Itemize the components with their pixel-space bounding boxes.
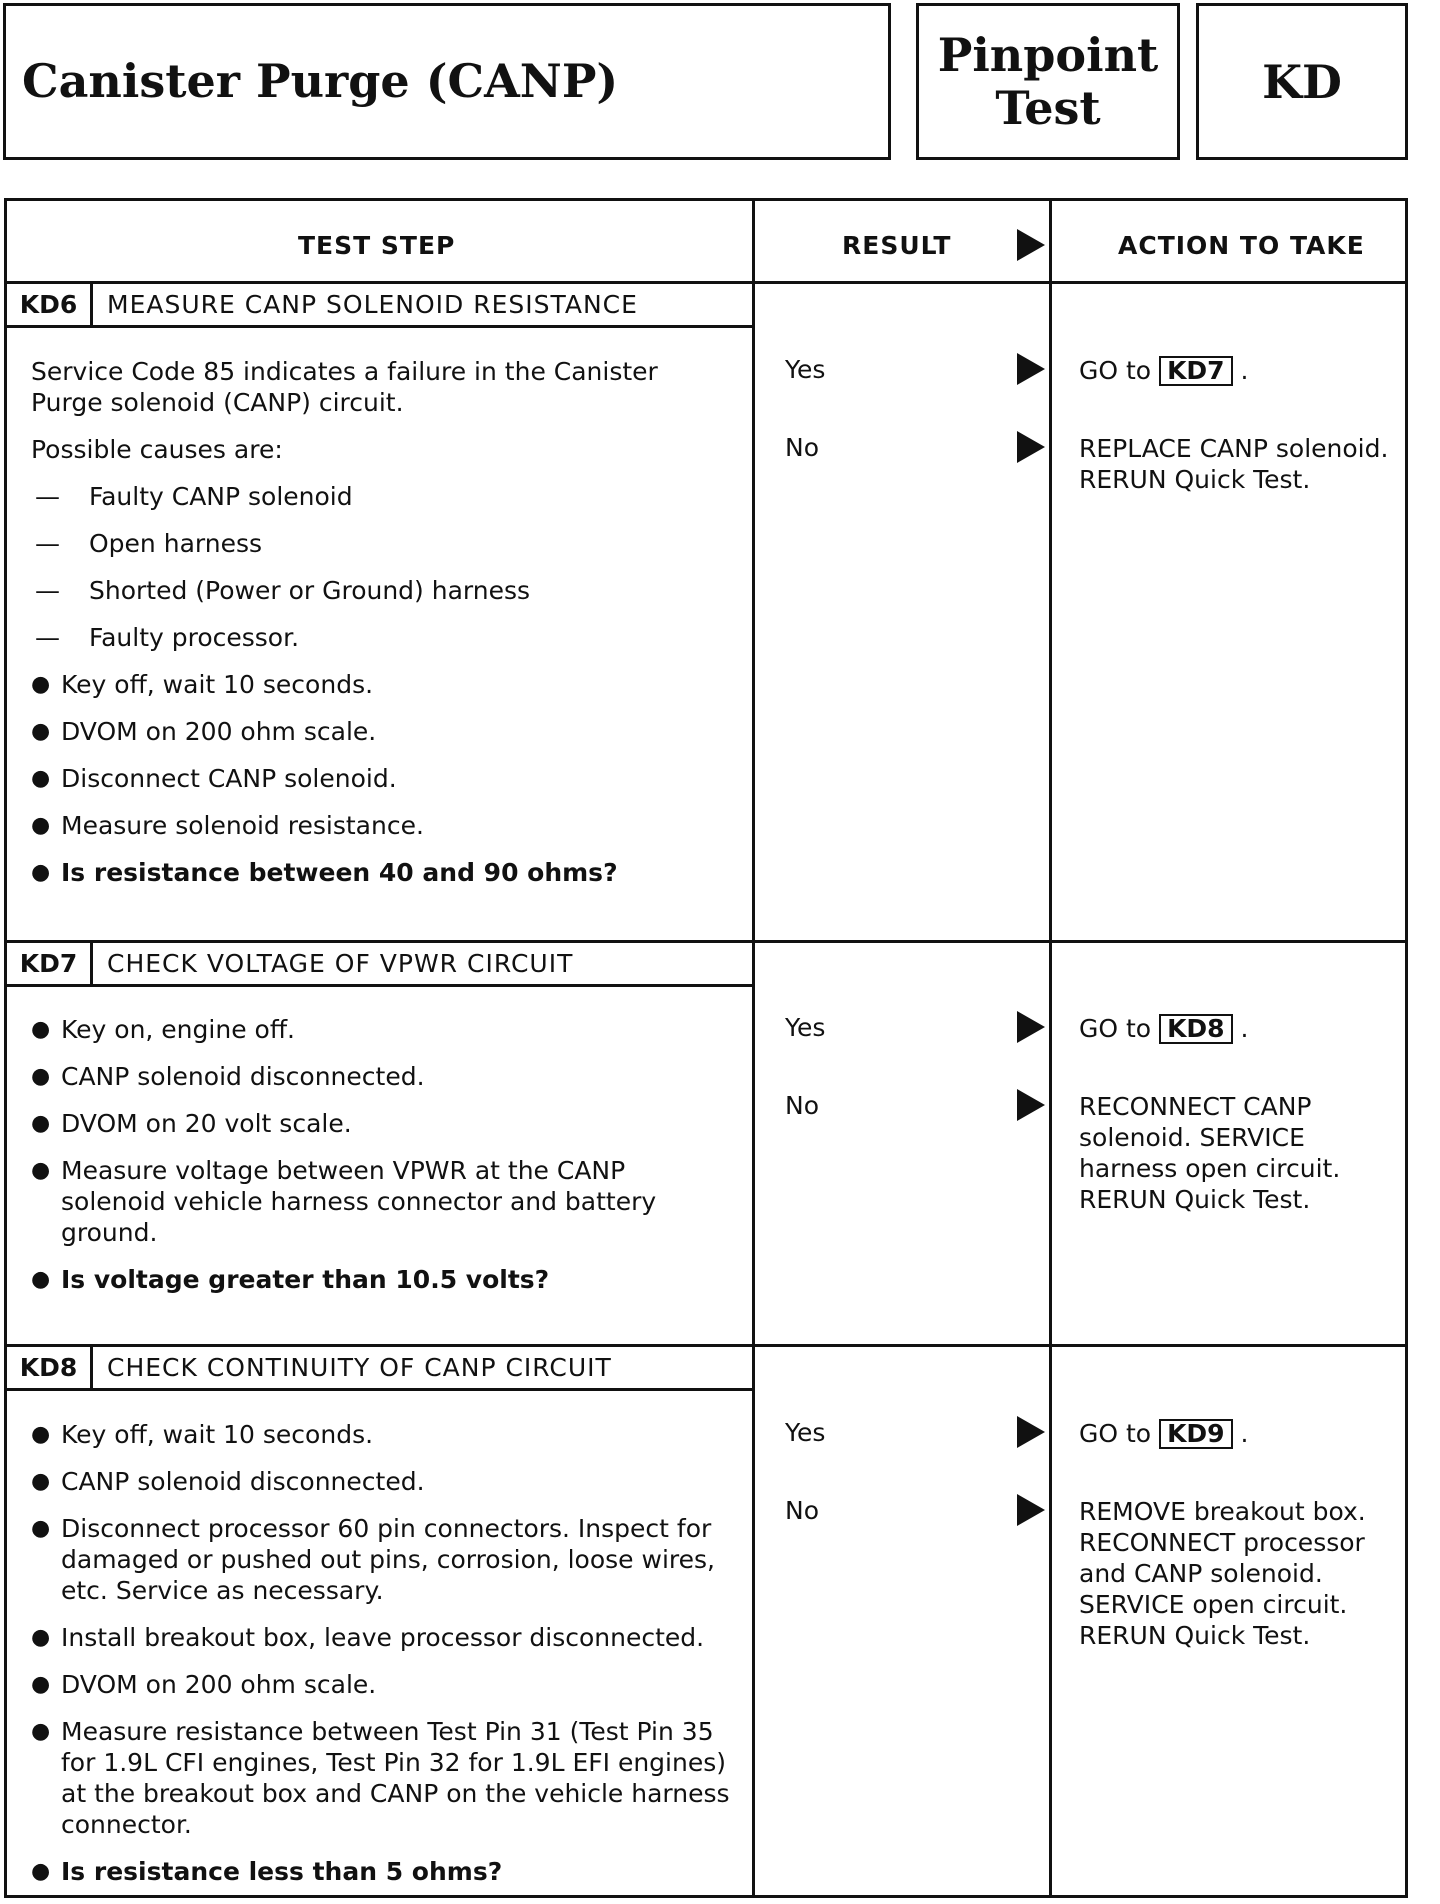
step-title: CHECK VOLTAGE OF VPWR CIRCUIT xyxy=(107,949,574,978)
test-label: Test xyxy=(995,80,1101,135)
step-id: KD7 xyxy=(7,943,93,984)
list-item: ● DVOM on 200 ohm scale. xyxy=(31,1670,377,1699)
step-header-kd8 xyxy=(7,1347,752,1391)
result-no: No xyxy=(785,1496,819,1525)
step-reference: KD7 xyxy=(1159,356,1233,386)
test-code: KD xyxy=(1262,54,1342,109)
column-divider xyxy=(752,201,755,1895)
arrow-right-icon xyxy=(1017,1494,1045,1526)
test-code-box xyxy=(1196,3,1408,160)
list-item: — Open harness xyxy=(35,529,262,558)
result-yes: Yes xyxy=(785,355,826,384)
list-item: ● Key off, wait 10 seconds. xyxy=(31,1420,374,1449)
action-no: REMOVE breakout box. RECONNECT processor and CANP solenoid. SERVICE open circuit. RERUN Quick Test. xyxy=(1079,1497,1366,1650)
list-item: ● Key off, wait 10 seconds. xyxy=(31,670,374,699)
column-divider xyxy=(1049,201,1052,1895)
arrow-right-icon xyxy=(1017,431,1045,463)
test-table xyxy=(4,198,1408,1898)
causes-label: Possible causes are: xyxy=(31,435,283,464)
result-no: No xyxy=(785,1091,819,1120)
list-item: ● Key on, engine off. xyxy=(31,1015,295,1044)
list-item: ● Disconnect processor 60 pin connectors. Inspect for damaged or pushed out pins, corrosion, loose wires, etc. Service as necessary. xyxy=(31,1514,715,1605)
list-item: ● CANP solenoid disconnected. xyxy=(31,1467,425,1496)
step-header-kd6 xyxy=(7,284,752,328)
list-item: ● Install breakout box, leave processor disconnected. xyxy=(31,1623,705,1652)
result-yes: Yes xyxy=(785,1418,826,1447)
header-test-step: TEST STEP xyxy=(298,231,456,260)
step-header-kd7 xyxy=(7,943,752,987)
arrow-right-icon xyxy=(1017,1416,1045,1448)
step-body-kd8 xyxy=(31,1419,737,1903)
list-item: — Shorted (Power or Ground) harness xyxy=(35,576,531,605)
arrow-right-icon xyxy=(1017,229,1045,261)
header-action: ACTION TO TAKE xyxy=(1118,231,1365,260)
arrow-right-icon xyxy=(1017,353,1045,385)
list-item: ● DVOM on 200 ohm scale. xyxy=(31,717,377,746)
title-box xyxy=(3,3,891,160)
list-item: ● CANP solenoid disconnected. xyxy=(31,1062,425,1091)
step-reference: KD8 xyxy=(1159,1014,1233,1044)
list-item: — Faulty CANP solenoid xyxy=(35,482,353,511)
list-item: ● DVOM on 20 volt scale. xyxy=(31,1109,352,1138)
step-id: KD6 xyxy=(7,284,93,325)
result-yes: Yes xyxy=(785,1013,826,1042)
list-item: ● Measure solenoid resistance. xyxy=(31,811,424,840)
arrow-right-icon xyxy=(1017,1089,1045,1121)
action-yes: GO to KD9 . xyxy=(1079,1419,1249,1448)
step-question: ● Is resistance between 40 and 90 ohms? xyxy=(31,858,618,887)
step-body-kd6 xyxy=(31,356,737,904)
list-item: ● Measure voltage between VPWR at the CANP solenoid vehicle harness connector and battery ground. xyxy=(31,1156,657,1247)
action-no: RECONNECT CANP solenoid. SERVICE harness open circuit. RERUN Quick Test. xyxy=(1079,1092,1341,1214)
list-item: ● Disconnect CANP solenoid. xyxy=(31,764,397,793)
action-yes: GO to KD8 . xyxy=(1079,1014,1249,1043)
step-intro: Service Code 85 indicates a failure in the Canister Purge solenoid (CANP) circuit. xyxy=(31,357,658,417)
step-title: CHECK CONTINUITY OF CANP CIRCUIT xyxy=(107,1353,612,1382)
step-title: MEASURE CANP SOLENOID RESISTANCE xyxy=(107,290,638,319)
list-item: — Faulty processor. xyxy=(35,623,300,652)
result-no: No xyxy=(785,433,819,462)
step-question: ● Is resistance less than 5 ohms? xyxy=(31,1857,503,1886)
action-no: REPLACE CANP solenoid. RERUN Quick Test. xyxy=(1079,434,1389,494)
step-reference: KD9 xyxy=(1159,1419,1233,1449)
header-result: RESULT xyxy=(842,231,952,260)
step-body-kd7 xyxy=(31,1014,737,1311)
step-question: ● Is voltage greater than 10.5 volts? xyxy=(31,1265,550,1294)
page-title: Canister Purge (CANP) xyxy=(22,54,619,108)
pinpoint-label: Pinpoint xyxy=(937,27,1159,82)
action-yes: GO to KD7 . xyxy=(1079,356,1249,385)
step-id: KD8 xyxy=(7,1347,93,1388)
list-item: ● Measure resistance between Test Pin 31 (Test Pin 35 for 1.9L CFI engines, Test Pin 32 for 1.9L EFI engines) at the breakout box and CANP on the vehicle harness connector. xyxy=(31,1717,730,1839)
arrow-right-icon xyxy=(1017,1011,1045,1043)
pinpoint-test-box xyxy=(916,3,1180,160)
